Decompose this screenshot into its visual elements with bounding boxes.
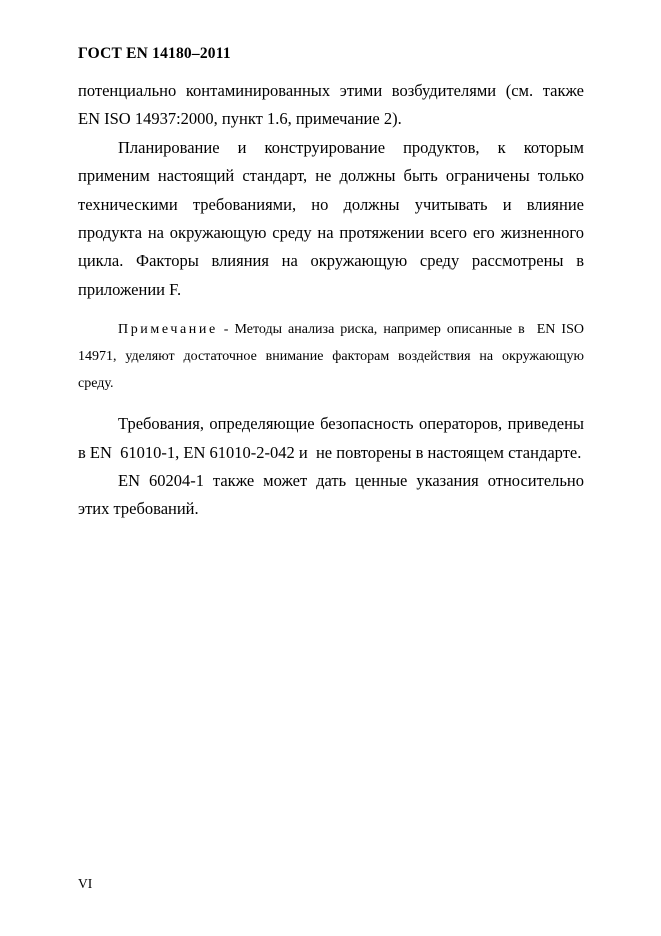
- note-label: Примечание: [118, 322, 218, 338]
- note-text: - Методы анализа риска, например описанные в EN ISO 14971, уделяют достаточное внимание факторам воздействия на окружающую среду.: [78, 322, 588, 392]
- paragraph-continuation: потенциально контаминированных этими возбудителями (см. также EN ISO 14937:2000, пункт 1.6, примечание 2).: [78, 81, 593, 129]
- paragraph-planning-design: Планирование и конструирование продуктов, к которым применим настоящий стандарт, не должны быть ограничены только техническими требованиями, но должны учитывать и влияние продукта на окружающую среду на протяжении всего его жизненного цикла. Факторы влияния на окружающую среду рассмотрены в приложении F.: [78, 137, 589, 299]
- page-number: VI: [78, 876, 93, 891]
- page-content: [78, 44, 593, 524]
- paragraph-operator-safety: Требования, определяющие безопасность операторов, приведены в EN 61010-1, EN 61010-2-042 и не повторены в настоящем стандарте.: [78, 414, 593, 462]
- paragraph-en60204: EN 60204-1 также может дать ценные указания относительно этих требований.: [78, 471, 589, 519]
- document-header: ГОСТ EN 14180–2011: [78, 45, 231, 62]
- note-paragraph: [78, 316, 588, 397]
